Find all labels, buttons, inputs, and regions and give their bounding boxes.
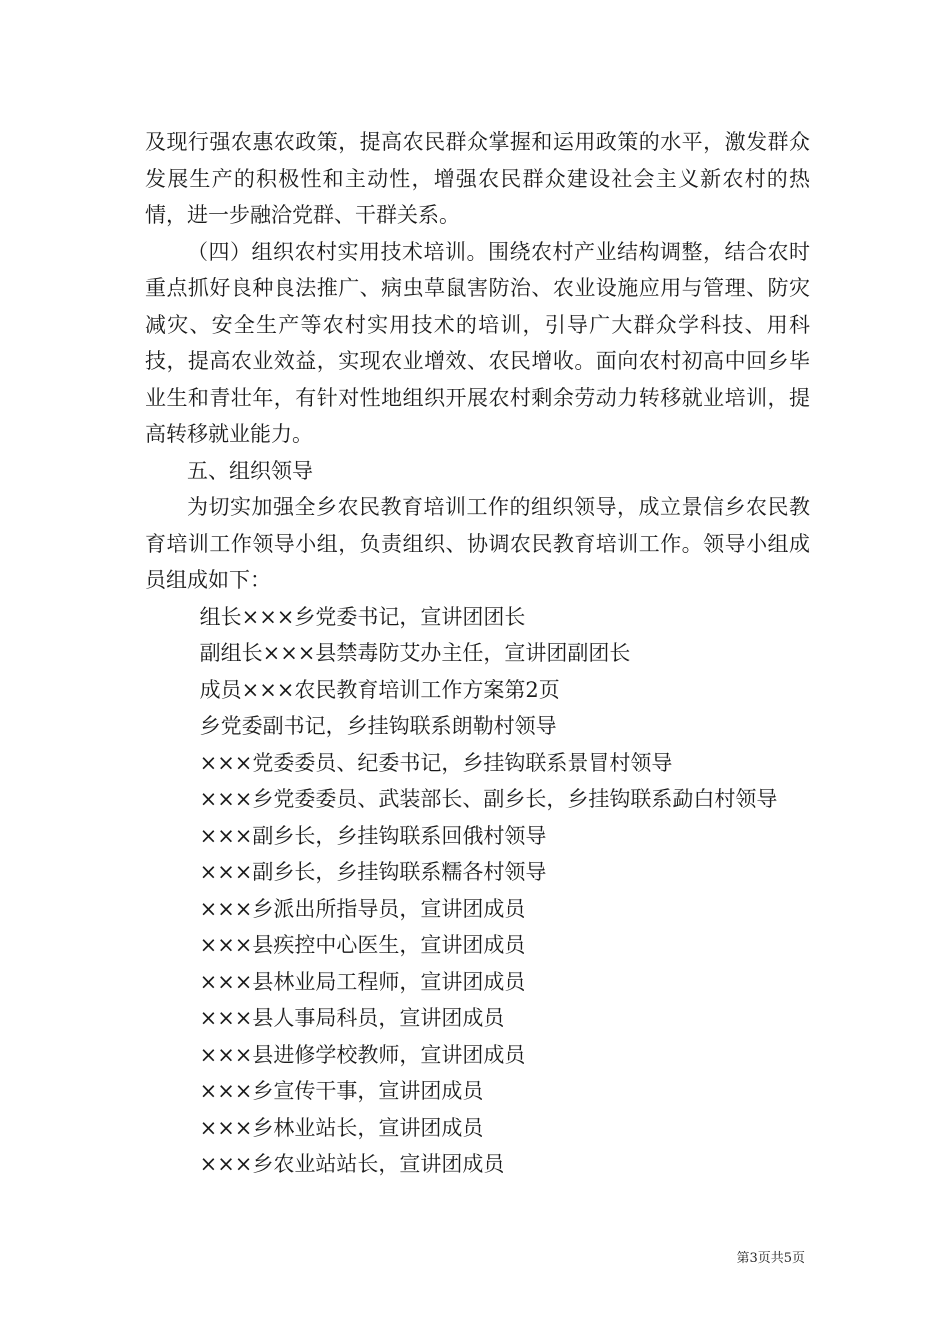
roster-item: 副组长×××县禁毒防艾办主任，宣讲团副团长 [199, 641, 631, 665]
roster-item: ×××县疾控中心医生，宣讲团成员 [199, 933, 526, 957]
roster-item: ×××乡党委委员、武装部长、副乡长，乡挂钩联系勐白村领导 [199, 787, 778, 811]
roster-item: 成员×××农民教育培训工作方案第2页 [199, 677, 560, 702]
roster-item: ×××县人事局科员，宣讲团成员 [199, 1006, 505, 1030]
leadership-roster [145, 599, 810, 1183]
roster-item: 乡党委副书记，乡挂钩联系朗勒村领导 [199, 714, 557, 738]
roster-item: ×××乡宣传干事，宣讲团成员 [199, 1079, 484, 1103]
roster-item: ×××县进修学校教师，宣讲团成员 [199, 1042, 526, 1067]
section-heading-leadership: 五、组织领导 [187, 458, 313, 483]
page-number-footer: 第3页共5页 [736, 1251, 805, 1266]
paragraph-policy-continuation: 及现行强农惠农政策，提高农民群众掌握和运用政策的水平，激发群众发展生产的积极性和主动性，增强农民群众建设社会主义新农村的热情，进一步融洽党群、干群关系。 [145, 130, 810, 227]
roster-item: ×××副乡长，乡挂钩联系糯各村领导 [199, 860, 547, 884]
roster-item: ×××乡林业站长，宣讲团成员 [199, 1115, 484, 1140]
roster-item: ×××县林业局工程师，宣讲团成员 [199, 969, 526, 994]
roster-item: ×××乡派出所指导员，宣讲团成员 [199, 896, 526, 921]
roster-item: 组长×××乡党委书记，宣讲团团长 [199, 604, 526, 629]
paragraph-technical-training: （四）组织农村实用技术培训。围绕农村产业结构调整，结合农时重点抓好良种良法推广、病虫草鼠害防治、农业设施应用与管理、防灾减灾、安全生产等农村实用技术的培训，引导广大群众学科技、用科技，提高农业效益，实现农业增效、农民增收。面向农村初高中回乡毕业生和青壮年，有针对性地组织开展农村剩余劳动力转移就业培训，提高转移就业能力。 [145, 239, 810, 446]
roster-item: ×××乡农业站站长，宣讲团成员 [199, 1152, 505, 1176]
roster-item: ×××党委委员、纪委书记，乡挂钩联系景冒村领导 [199, 750, 673, 775]
document-body [145, 124, 810, 1183]
roster-item: ×××副乡长，乡挂钩联系回俄村领导 [199, 823, 547, 848]
paragraph-leadership-intro: 为切实加强全乡农民教育培训工作的组织领导，成立景信乡农民教育培训工作领导小组，负责组织、协调农民教育培训工作。领导小组成员组成如下： [145, 495, 810, 592]
